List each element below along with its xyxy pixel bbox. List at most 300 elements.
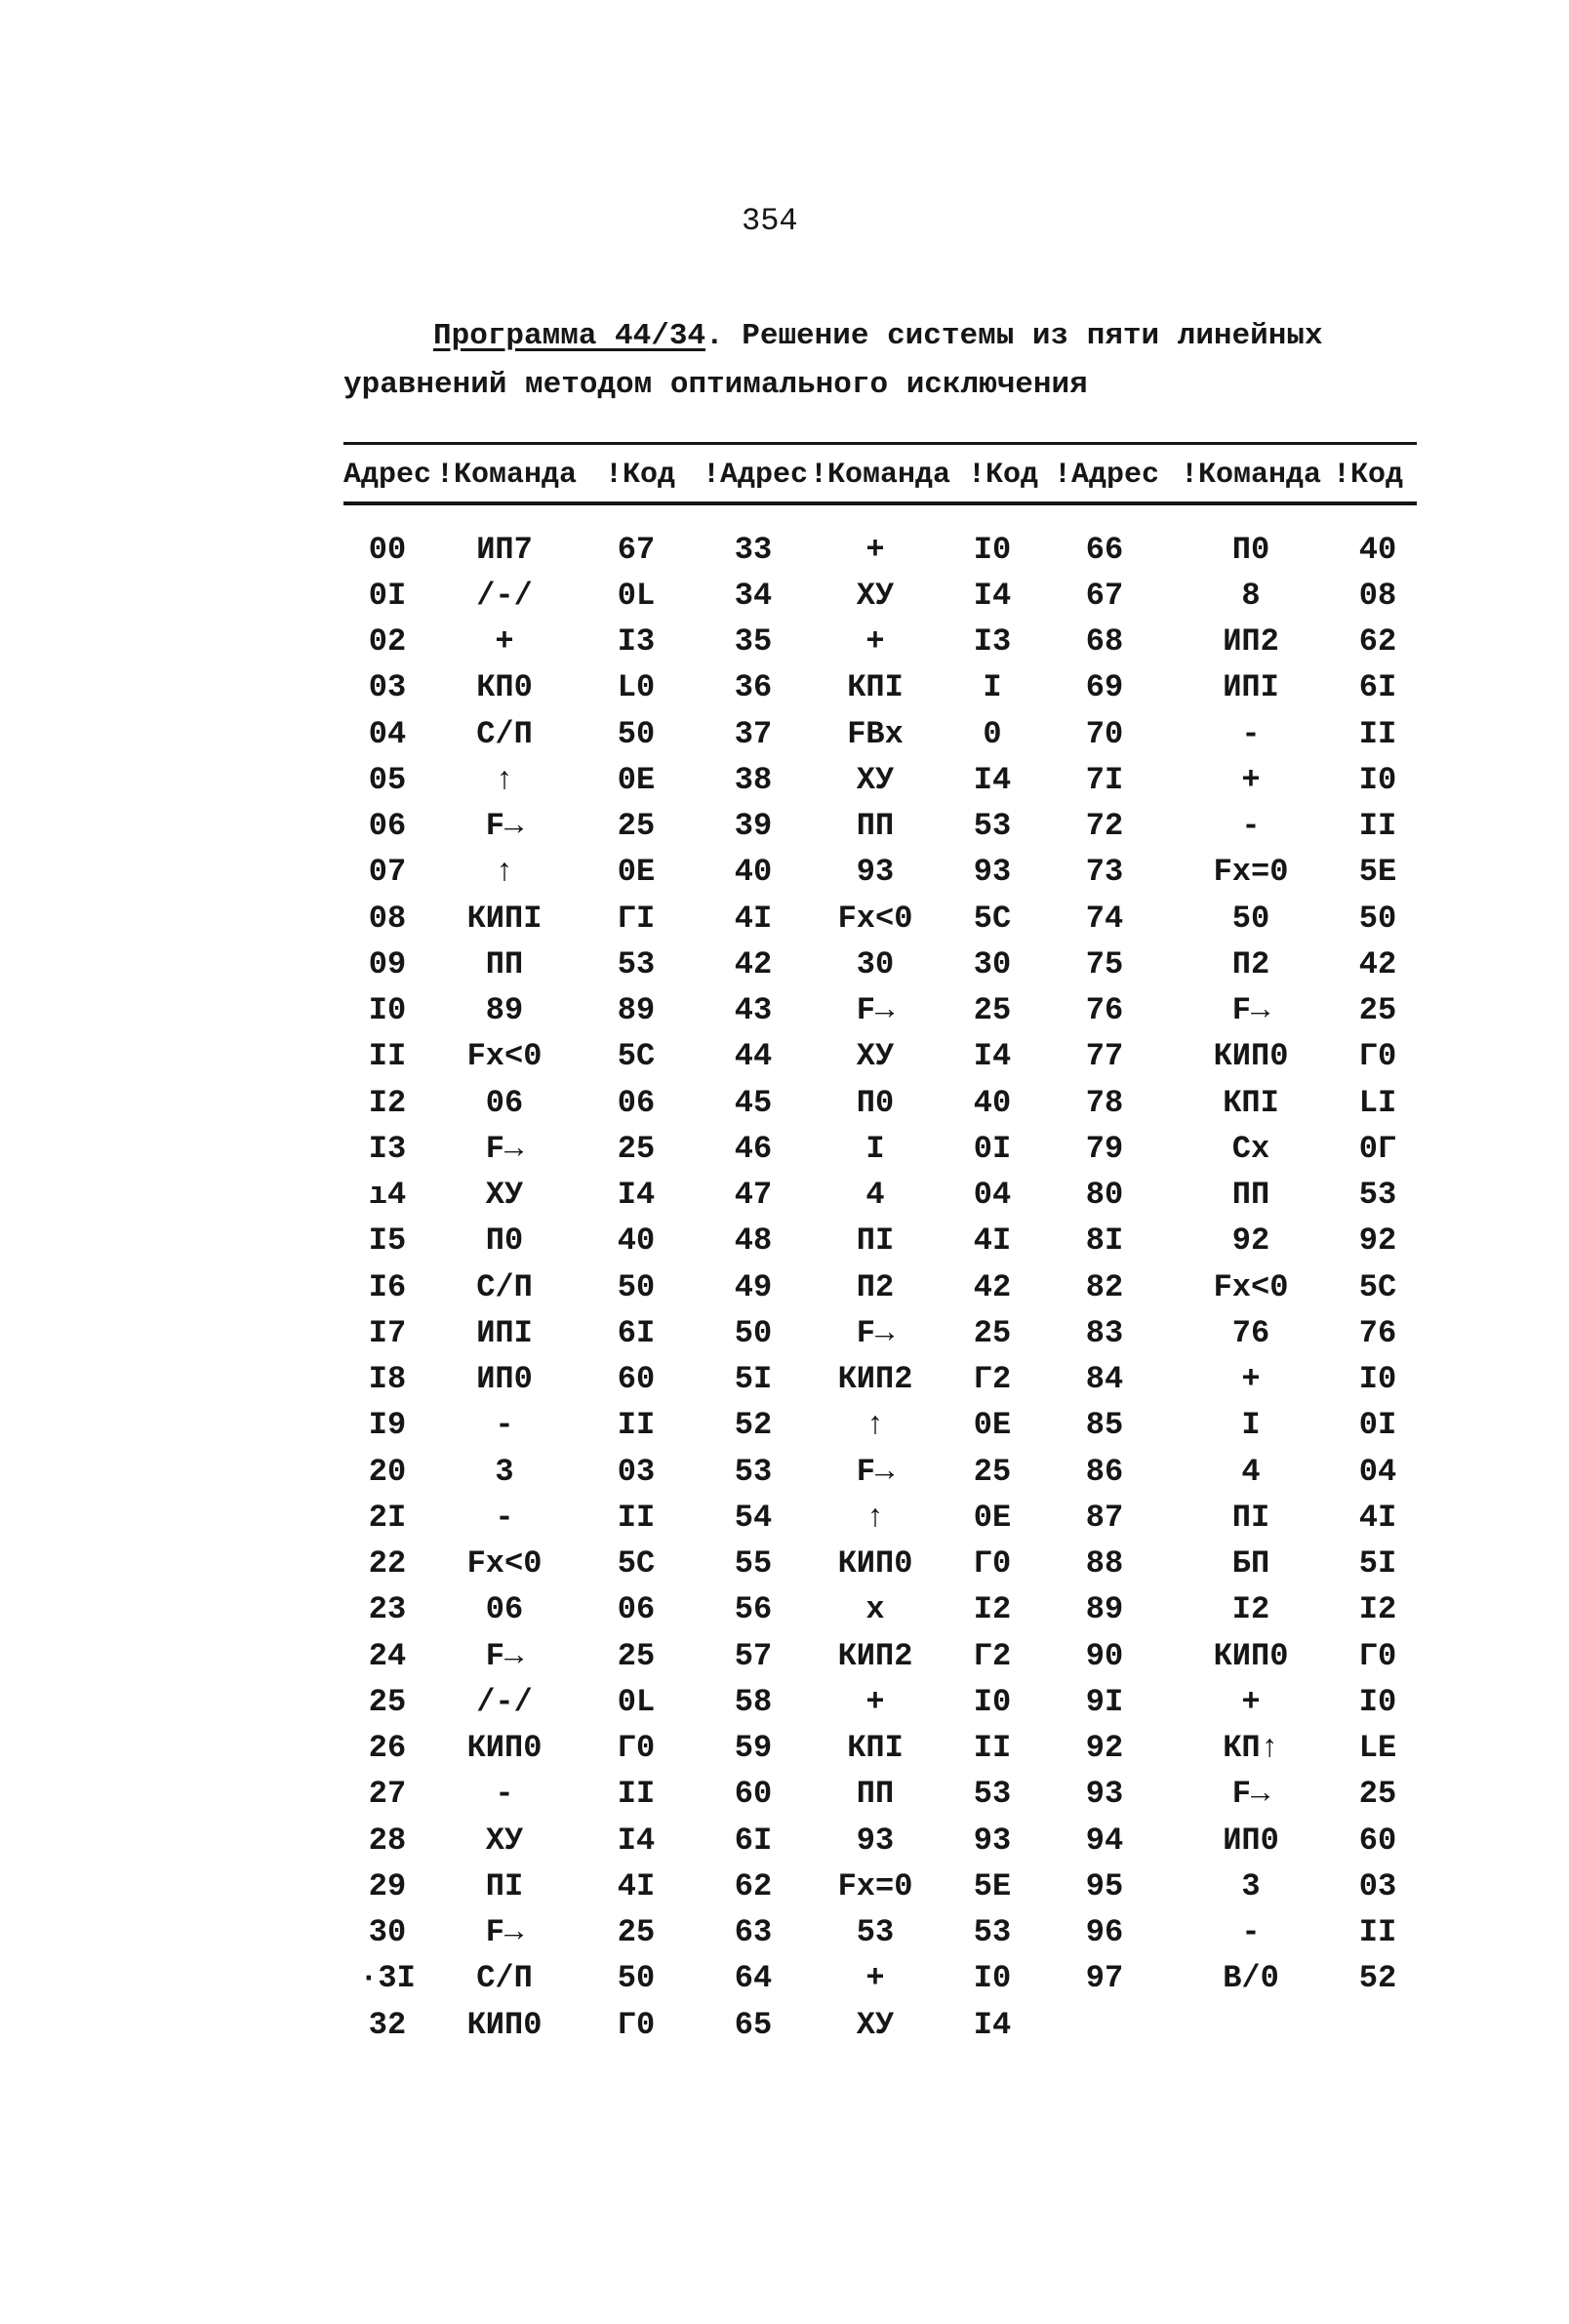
command-cell: Fx<0 — [1213, 1268, 1289, 1305]
command-cell: ↑ — [495, 854, 514, 891]
code-cell: Г2 — [973, 1361, 1012, 1398]
command-cell: С/П — [476, 1960, 533, 1997]
address-cell: 90 — [1085, 1637, 1124, 1674]
code-cell: 5C — [617, 1545, 656, 1583]
address-cell: 75 — [1085, 945, 1124, 982]
command-cell: ПI — [485, 1867, 524, 1904]
command-cell: В/0 — [1223, 1960, 1279, 1997]
address-cell: 59 — [734, 1730, 773, 1767]
command-cell: XУ — [856, 1038, 895, 1075]
code-cell: I — [983, 669, 1002, 706]
command-cell: П2 — [856, 1268, 895, 1305]
command-cell: /-/ — [476, 577, 533, 614]
code-cell: 0E — [973, 1407, 1012, 1444]
table-row — [343, 804, 1417, 850]
address-cell: 92 — [1085, 1730, 1124, 1767]
command-cell: - — [1241, 808, 1261, 845]
table-row — [343, 1264, 1417, 1310]
table-row — [343, 1587, 1417, 1633]
command-cell: С/П — [476, 1268, 533, 1305]
address-cell: ı4 — [368, 1177, 407, 1214]
address-cell: 44 — [734, 1038, 773, 1075]
code-cell: II — [617, 1776, 656, 1813]
address-cell: 50 — [734, 1314, 773, 1351]
code-cell: 30 — [973, 945, 1012, 982]
table-row — [343, 2002, 1417, 2048]
code-cell: 53 — [617, 945, 656, 982]
address-cell: 39 — [734, 808, 773, 845]
table-row — [343, 711, 1417, 757]
address-cell: 93 — [1085, 1776, 1124, 1813]
code-cell: 0E — [617, 761, 656, 798]
command-cell: 93 — [856, 854, 895, 891]
command-cell: КИПI — [466, 900, 543, 937]
address-cell: 7I — [1085, 761, 1124, 798]
address-cell: 33 — [734, 531, 773, 568]
code-cell: 5C — [973, 900, 1012, 937]
table-row — [343, 1679, 1417, 1725]
address-cell: I0 — [368, 992, 407, 1029]
code-cell: 4I — [1358, 1499, 1397, 1536]
code-cell: II — [1358, 808, 1397, 845]
address-cell: 04 — [368, 715, 407, 752]
command-cell: ↑ — [865, 1407, 885, 1444]
address-cell: 26 — [368, 1730, 407, 1767]
address-cell: 28 — [368, 1822, 407, 1859]
header-address: Адрес — [343, 459, 432, 492]
command-cell: XУ — [856, 2006, 895, 2043]
header-address: !Адрес — [1054, 459, 1160, 492]
code-cell: 0I — [973, 1130, 1012, 1167]
command-cell: - — [495, 1776, 514, 1813]
address-cell: 68 — [1085, 623, 1124, 661]
code-cell: II — [617, 1499, 656, 1536]
command-cell: КИП0 — [466, 2006, 543, 2043]
command-cell: 53 — [856, 1914, 895, 1951]
command-cell: + — [865, 623, 885, 661]
code-cell: 50 — [617, 1268, 656, 1305]
code-cell: 0L — [617, 577, 656, 614]
code-cell: 25 — [617, 1130, 656, 1167]
address-cell: 72 — [1085, 808, 1124, 845]
command-cell: ПП — [485, 945, 524, 982]
address-cell: 64 — [734, 1960, 773, 1997]
command-cell: КП0 — [476, 669, 533, 706]
code-cell: I3 — [973, 623, 1012, 661]
code-cell: I0 — [973, 1683, 1012, 1720]
code-cell: 6I — [617, 1314, 656, 1351]
table-row — [343, 1080, 1417, 1126]
command-cell: 50 — [1231, 900, 1270, 937]
address-cell: 42 — [734, 945, 773, 982]
table-row — [343, 1219, 1417, 1264]
address-cell: 6I — [734, 1822, 773, 1859]
command-cell: ПП — [856, 1776, 895, 1813]
command-cell: F→ — [1231, 1776, 1270, 1813]
address-cell: 74 — [1085, 900, 1124, 937]
address-cell: 56 — [734, 1591, 773, 1628]
code-cell: I4 — [973, 577, 1012, 614]
address-cell: 34 — [734, 577, 773, 614]
command-cell: ПI — [856, 1222, 895, 1260]
command-cell: XУ — [485, 1177, 524, 1214]
table-row — [343, 665, 1417, 711]
command-cell: + — [865, 1960, 885, 1997]
address-cell: 82 — [1085, 1268, 1124, 1305]
address-cell: 08 — [368, 900, 407, 937]
code-cell: 0 — [983, 715, 1002, 752]
command-cell: F→ — [485, 808, 524, 845]
code-cell: 89 — [617, 992, 656, 1029]
address-cell: 36 — [734, 669, 773, 706]
address-cell: 0I — [368, 577, 407, 614]
table-row — [343, 896, 1417, 942]
program-number: Программа 44/34 — [433, 319, 706, 353]
address-cell: 69 — [1085, 669, 1124, 706]
table-row — [343, 1126, 1417, 1172]
code-cell: I0 — [973, 531, 1012, 568]
address-cell: 88 — [1085, 1545, 1124, 1583]
header-code: !Код — [1333, 459, 1404, 492]
address-cell: 57 — [734, 1637, 773, 1674]
code-cell: I2 — [1358, 1591, 1397, 1628]
command-cell: 06 — [485, 1084, 524, 1121]
command-cell: 76 — [1231, 1314, 1270, 1351]
address-cell: 49 — [734, 1268, 773, 1305]
code-cell: L0 — [617, 669, 656, 706]
table-row — [343, 1542, 1417, 1587]
code-cell: Г0 — [973, 1545, 1012, 1583]
command-cell: КПI — [847, 669, 904, 706]
address-cell: 45 — [734, 1084, 773, 1121]
address-cell: 86 — [1085, 1453, 1124, 1490]
code-cell: I0 — [1358, 1361, 1397, 1398]
code-cell: 42 — [973, 1268, 1012, 1305]
command-cell: - — [495, 1407, 514, 1444]
table-row — [343, 1034, 1417, 1080]
code-cell: I4 — [973, 1038, 1012, 1075]
command-cell: 3 — [495, 1453, 514, 1490]
table-row — [343, 1357, 1417, 1403]
command-cell: ИП7 — [476, 531, 533, 568]
address-cell: 2I — [368, 1499, 407, 1536]
command-cell: КИП0 — [1213, 1637, 1289, 1674]
address-cell: 63 — [734, 1914, 773, 1951]
code-cell: I4 — [973, 761, 1012, 798]
address-cell: II — [368, 1038, 407, 1075]
address-cell: 9I — [1085, 1683, 1124, 1720]
code-cell: II — [1358, 1914, 1397, 1951]
command-cell: ПП — [856, 808, 895, 845]
command-cell: П0 — [485, 1222, 524, 1260]
address-cell: 97 — [1085, 1960, 1124, 1997]
command-cell: КИП2 — [837, 1361, 913, 1398]
address-cell: 89 — [1085, 1591, 1124, 1628]
table-row — [343, 573, 1417, 619]
address-cell: 07 — [368, 854, 407, 891]
header-code: !Код — [968, 459, 1039, 492]
address-cell: 29 — [368, 1867, 407, 1904]
header-code: !Код — [605, 459, 676, 492]
code-cell: 25 — [973, 1453, 1012, 1490]
address-cell: 60 — [734, 1776, 773, 1813]
command-cell: I — [865, 1130, 885, 1167]
address-cell: 22 — [368, 1545, 407, 1583]
command-cell: ИПI — [1223, 669, 1279, 706]
code-cell: 93 — [973, 854, 1012, 891]
code-cell: 60 — [1358, 1822, 1397, 1859]
command-cell: Fx<0 — [837, 900, 913, 937]
command-cell: Cx — [1231, 1130, 1270, 1167]
address-cell: 23 — [368, 1591, 407, 1628]
command-cell: ПП — [1231, 1177, 1270, 1214]
address-cell: 48 — [734, 1222, 773, 1260]
address-cell: I6 — [368, 1268, 407, 1305]
header-command: !Команда — [810, 459, 951, 492]
table-row — [343, 1956, 1417, 2002]
code-cell: 76 — [1358, 1314, 1397, 1351]
code-cell: 5C — [617, 1038, 656, 1075]
command-cell: F→ — [485, 1914, 524, 1951]
table-row — [343, 1726, 1417, 1772]
code-cell: 40 — [617, 1222, 656, 1260]
table-row — [343, 1910, 1417, 1956]
address-cell: 30 — [368, 1914, 407, 1951]
command-cell: ↑ — [865, 1499, 885, 1536]
code-cell: 50 — [617, 1960, 656, 1997]
command-cell: XУ — [485, 1822, 524, 1859]
address-cell: 85 — [1085, 1407, 1124, 1444]
address-cell: 5I — [734, 1361, 773, 1398]
command-cell: F→ — [856, 1314, 895, 1351]
table-row — [343, 1403, 1417, 1449]
address-cell: 79 — [1085, 1130, 1124, 1167]
code-cell: 5I — [1358, 1545, 1397, 1583]
command-cell: 3 — [1241, 1867, 1261, 1904]
code-cell: 50 — [1358, 900, 1397, 937]
command-cell: КП↑ — [1223, 1730, 1279, 1767]
code-cell: ГI — [617, 900, 656, 937]
code-cell: 53 — [973, 1776, 1012, 1813]
command-cell: ИПI — [476, 1314, 533, 1351]
command-cell: + — [865, 531, 885, 568]
code-cell: 60 — [617, 1361, 656, 1398]
command-cell: 4 — [865, 1177, 885, 1214]
command-cell: КИП2 — [837, 1637, 913, 1674]
address-cell: 58 — [734, 1683, 773, 1720]
code-cell: 25 — [1358, 1776, 1397, 1813]
command-cell: БП — [1231, 1545, 1270, 1583]
command-cell: /-/ — [476, 1683, 533, 1720]
code-cell: 25 — [973, 1314, 1012, 1351]
address-cell: 02 — [368, 623, 407, 661]
code-cell: 0Г — [1358, 1130, 1397, 1167]
code-cell: Г0 — [1358, 1637, 1397, 1674]
address-cell: 84 — [1085, 1361, 1124, 1398]
table-row — [343, 1633, 1417, 1679]
address-cell: 4I — [734, 900, 773, 937]
table-row — [343, 1818, 1417, 1863]
address-cell: 83 — [1085, 1314, 1124, 1351]
address-cell: 46 — [734, 1130, 773, 1167]
address-cell: 25 — [368, 1683, 407, 1720]
code-cell: Г0 — [617, 1730, 656, 1767]
command-cell: + — [1241, 761, 1261, 798]
command-cell: - — [1241, 1914, 1261, 1951]
code-cell: II — [617, 1407, 656, 1444]
code-cell: 92 — [1358, 1222, 1397, 1260]
command-cell: 06 — [485, 1591, 524, 1628]
address-cell: 70 — [1085, 715, 1124, 752]
command-cell: Fx<0 — [466, 1545, 543, 1583]
address-cell: 96 — [1085, 1914, 1124, 1951]
command-cell: 8 — [1241, 577, 1261, 614]
code-cell: LE — [1358, 1730, 1397, 1767]
program-title-line-1 — [433, 317, 1323, 356]
command-cell: 30 — [856, 945, 895, 982]
command-cell: ИП0 — [476, 1361, 533, 1398]
address-cell: 76 — [1085, 992, 1124, 1029]
address-cell: ·3I — [359, 1960, 416, 1997]
table-header — [343, 456, 1417, 495]
address-cell: 38 — [734, 761, 773, 798]
table-top-rule — [343, 442, 1417, 445]
code-cell: I4 — [973, 2006, 1012, 2043]
address-cell: 20 — [368, 1453, 407, 1490]
command-cell: П2 — [1231, 945, 1270, 982]
code-cell: 93 — [973, 1822, 1012, 1859]
command-cell: КПI — [1223, 1084, 1279, 1121]
code-cell: II — [973, 1730, 1012, 1767]
code-cell: 03 — [617, 1453, 656, 1490]
code-cell: 0I — [1358, 1407, 1397, 1444]
address-cell: 80 — [1085, 1177, 1124, 1214]
address-cell: 47 — [734, 1177, 773, 1214]
table-row — [343, 1772, 1417, 1818]
command-cell: Fx<0 — [466, 1038, 543, 1075]
header-address: !Адрес — [703, 459, 809, 492]
command-cell: + — [495, 623, 514, 661]
command-cell: П0 — [1231, 531, 1270, 568]
command-cell: 4 — [1241, 1453, 1261, 1490]
code-cell: I3 — [617, 623, 656, 661]
table-row — [343, 620, 1417, 665]
address-cell: 94 — [1085, 1822, 1124, 1859]
address-cell: I7 — [368, 1314, 407, 1351]
address-cell: 77 — [1085, 1038, 1124, 1075]
table-row — [343, 942, 1417, 987]
command-cell: КИП0 — [837, 1545, 913, 1583]
code-cell: I2 — [973, 1591, 1012, 1628]
address-cell: 24 — [368, 1637, 407, 1674]
address-cell: 54 — [734, 1499, 773, 1536]
command-cell: XУ — [856, 761, 895, 798]
address-cell: 05 — [368, 761, 407, 798]
command-cell: - — [1241, 715, 1261, 752]
program-title-line-2: уравнений методом оптимального исключения — [343, 368, 1088, 402]
address-cell: 65 — [734, 2006, 773, 2043]
code-cell: I0 — [973, 1960, 1012, 1997]
command-cell: П0 — [856, 1084, 895, 1121]
code-cell: 5E — [1358, 854, 1397, 891]
command-cell: Fx=0 — [1213, 854, 1289, 891]
command-cell: ПI — [1231, 1499, 1270, 1536]
code-cell: 06 — [617, 1591, 656, 1628]
code-cell: 53 — [973, 808, 1012, 845]
code-cell: 6I — [1358, 669, 1397, 706]
command-cell: 89 — [485, 992, 524, 1029]
table-row — [343, 757, 1417, 803]
code-cell: 5C — [1358, 1268, 1397, 1305]
header-command: !Команда — [1181, 459, 1322, 492]
command-cell: ИП0 — [1223, 1822, 1279, 1859]
table-row — [343, 1310, 1417, 1356]
command-cell: + — [1241, 1683, 1261, 1720]
code-cell: 25 — [973, 992, 1012, 1029]
table-row — [343, 850, 1417, 896]
command-cell: Fx=0 — [837, 1867, 913, 1904]
table-row — [343, 1495, 1417, 1541]
address-cell: I2 — [368, 1084, 407, 1121]
address-cell: 62 — [734, 1867, 773, 1904]
code-cell: 25 — [617, 1914, 656, 1951]
program-title-text: . Решение системы из пяти линейных — [705, 319, 1323, 353]
command-cell: ↑ — [495, 761, 514, 798]
code-cell: 5E — [973, 1867, 1012, 1904]
code-cell: 03 — [1358, 1867, 1397, 1904]
address-cell: 09 — [368, 945, 407, 982]
command-cell: F→ — [1231, 992, 1270, 1029]
address-cell: I3 — [368, 1130, 407, 1167]
address-cell: 40 — [734, 854, 773, 891]
address-cell: 66 — [1085, 531, 1124, 568]
code-cell: 40 — [973, 1084, 1012, 1121]
code-cell: 53 — [973, 1914, 1012, 1951]
address-cell: 37 — [734, 715, 773, 752]
command-cell: F→ — [485, 1637, 524, 1674]
code-cell: 4I — [617, 1867, 656, 1904]
address-cell: I9 — [368, 1407, 407, 1444]
code-cell: Г0 — [617, 2006, 656, 2043]
code-cell: Г0 — [1358, 1038, 1397, 1075]
table-row — [343, 1173, 1417, 1219]
address-cell: 52 — [734, 1407, 773, 1444]
table-row — [343, 527, 1417, 573]
code-cell: 04 — [1358, 1453, 1397, 1490]
table-row — [343, 1863, 1417, 1909]
code-cell: 53 — [1358, 1177, 1397, 1214]
address-cell: I5 — [368, 1222, 407, 1260]
address-cell: 8I — [1085, 1222, 1124, 1260]
code-cell: 40 — [1358, 531, 1397, 568]
code-cell: LI — [1358, 1084, 1397, 1121]
address-cell: 00 — [368, 531, 407, 568]
command-cell: 93 — [856, 1822, 895, 1859]
command-cell: F→ — [856, 1453, 895, 1490]
command-cell: I2 — [1231, 1591, 1270, 1628]
address-cell: 55 — [734, 1545, 773, 1583]
command-cell: XУ — [856, 577, 895, 614]
command-cell: F→ — [856, 992, 895, 1029]
code-cell: 62 — [1358, 623, 1397, 661]
command-cell: x — [865, 1591, 885, 1628]
command-cell: С/П — [476, 715, 533, 752]
command-cell: I — [1241, 1407, 1261, 1444]
address-cell: 87 — [1085, 1499, 1124, 1536]
command-cell: - — [495, 1499, 514, 1536]
address-cell: 27 — [368, 1776, 407, 1813]
command-cell: КИП0 — [466, 1730, 543, 1767]
